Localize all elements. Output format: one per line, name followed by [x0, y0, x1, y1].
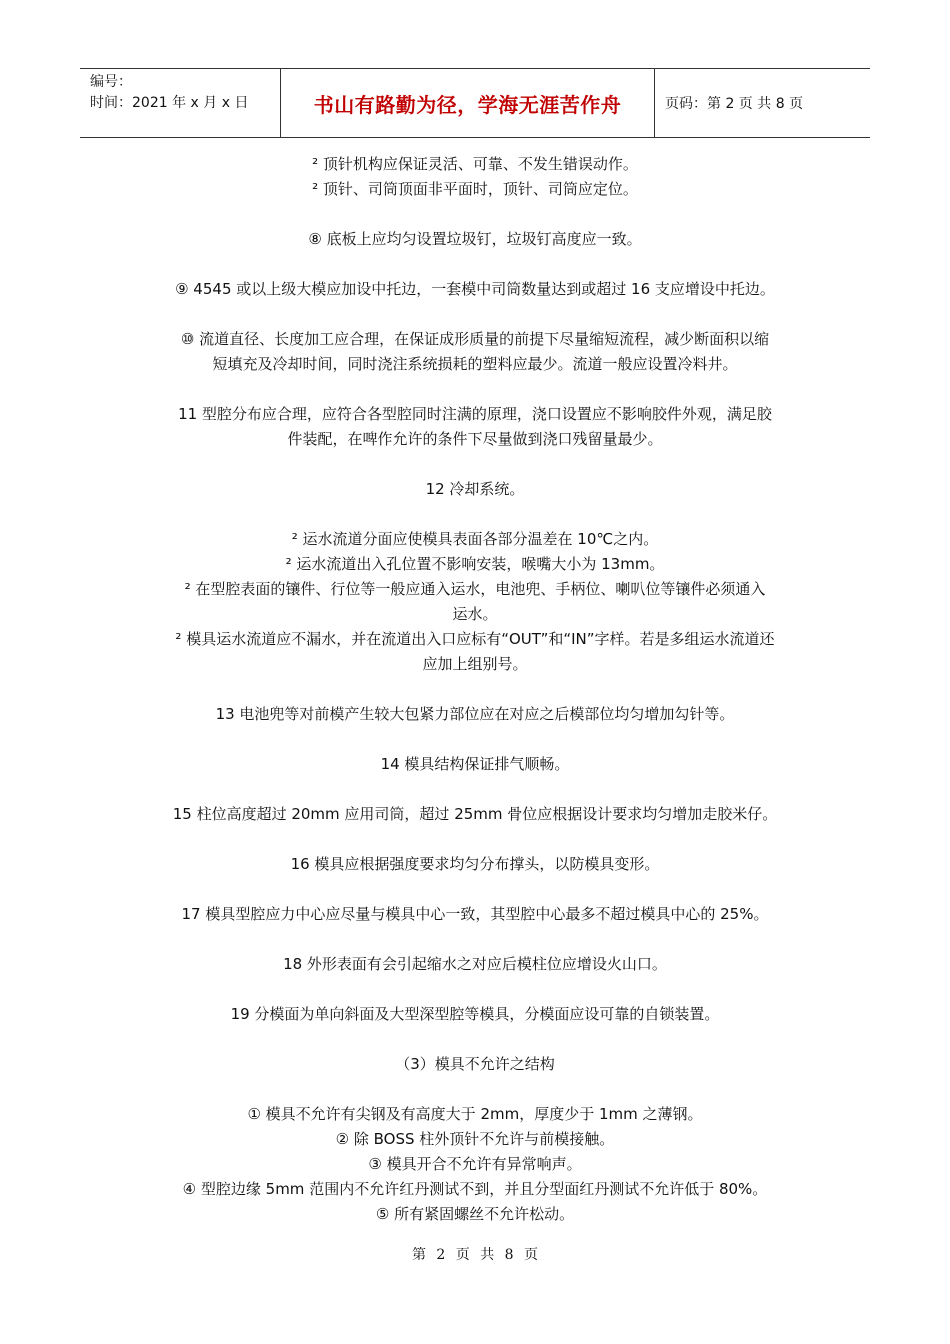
paragraph: [100, 1002, 850, 1027]
text-line: ² 顶针机构应保证灵活、可靠、不发生错误动作。: [312, 155, 638, 173]
text-line: ⑧ 底板上应均匀设置垃圾钉，垃圾钉高度应一致。: [308, 230, 642, 248]
text-line: 件装配，在啤作允许的条件下尽量做到浇口残留量最少。: [287, 430, 663, 448]
paragraph: [100, 227, 850, 252]
text-line: ⑤ 所有紧固螺丝不允许松动。: [375, 1205, 575, 1223]
text-line: 运水。: [452, 605, 498, 623]
text-line: 12 冷却系统。: [425, 480, 525, 498]
document-date: 时间：2021 年 x 月 x 日: [90, 95, 249, 111]
paragraph-gap: [100, 977, 850, 1002]
text-line: 应加上组别号。: [422, 655, 528, 673]
paragraph-gap: [100, 777, 850, 802]
text-line: ⑨ 4545 或以上级大模应加设中托边，一套模中司筒数量达到或超过 16 支应增设中托边。: [175, 280, 775, 298]
text-line: ² 模具运水流道应不漏水，并在流道出入口应标有“OUT”和“IN”字样。若是多组运水流道还: [175, 630, 775, 648]
paragraph-gap: [100, 927, 850, 952]
header-page-number: 页码：第 2 页 共 8 页: [665, 96, 804, 112]
paragraph: [100, 327, 850, 377]
paragraph-gap: [100, 1077, 850, 1102]
paragraph: [100, 952, 850, 977]
paragraph-gap: [100, 727, 850, 752]
paragraph: [100, 802, 850, 827]
paragraph: [100, 902, 850, 927]
text-line: 18 外形表面有会引起缩水之对应后模柱位应增设火山口。: [283, 955, 667, 973]
paragraph-gap: [100, 452, 850, 477]
text-line: ⑩ 流道直径、长度加工应合理，在保证成形质量的前提下尽量缩短流程，减少断面积以缩: [180, 330, 770, 348]
text-line: ② 除 BOSS 柱外顶针不允许与前模接触。: [335, 1130, 615, 1148]
document-number: 编号：: [90, 74, 132, 90]
text-line: ① 模具不允许有尖钢及有高度大于 2mm，厚度少于 1mm 之薄钢。: [247, 1105, 703, 1123]
text-line: 11 型腔分布应合理，应符合各型腔同时注满的原理，浇口设置应不影响胶件外观，满足胶: [178, 405, 772, 423]
text-line: ² 运水流道出入孔位置不影响安装，喉嘴大小为 13mm。: [285, 555, 665, 573]
header-meta: [80, 69, 281, 137]
text-line: ² 运水流道分面应使模具表面各部分温差在 10℃之内。: [291, 530, 659, 548]
paragraph: [100, 752, 850, 777]
page-header: [80, 68, 870, 138]
paragraph: [100, 402, 850, 452]
paragraph: [100, 527, 850, 677]
paragraph-gap: [100, 502, 850, 527]
text-line: 14 模具结构保证排气顺畅。: [380, 755, 570, 773]
paragraph: [100, 852, 850, 877]
paragraph-gap: [100, 202, 850, 227]
page-footer: 第 2 页 共 8 页: [411, 1247, 539, 1263]
paragraph-gap: [100, 877, 850, 902]
text-line: ④ 型腔边缘 5mm 范围内不允许红丹测试不到，并且分型面红丹测试不允许低于 80%。: [182, 1180, 768, 1198]
paragraph: [100, 152, 850, 202]
paragraph: [100, 1052, 850, 1077]
paragraph-gap: [100, 1027, 850, 1052]
text-line: 16 模具应根据强度要求均匀分布撑头，以防模具变形。: [290, 855, 660, 873]
text-line: ③ 模具开合不允许有异常响声。: [368, 1155, 582, 1173]
text-line: ² 顶针、司筒顶面非平面时，顶针、司筒应定位。: [312, 180, 638, 198]
header-motto: 书山有路勤为径，学海无涯苦作舟: [281, 69, 655, 137]
text-line: （3）模具不允许之结构: [395, 1055, 555, 1073]
text-line: 15 柱位高度超过 20mm 应用司筒，超过 25mm 骨位应根据设计要求均匀增加走胶米仔。: [172, 805, 778, 823]
paragraph: [100, 277, 850, 302]
document-body: [100, 152, 850, 1227]
text-line: 19 分模面为单向斜面及大型深型腔等模具，分模面应设可靠的自锁装置。: [230, 1005, 720, 1023]
text-line: 短填充及冷却时间，同时浇注系统损耗的塑料应最少。流道一般应设置冷料井。: [212, 355, 738, 373]
text-line: ² 在型腔表面的镶件、行位等一般应通入运水，电池兜、手柄位、喇叭位等镶件必须通入: [184, 580, 766, 598]
paragraph-gap: [100, 302, 850, 327]
paragraph-gap: [100, 827, 850, 852]
paragraph: [100, 477, 850, 502]
text-line: 17 模具型腔应力中心应尽量与模具中心一致，其型腔中心最多不超过模具中心的 25%。: [181, 905, 769, 923]
paragraph: [100, 1102, 850, 1227]
paragraph-gap: [100, 377, 850, 402]
paragraph: [100, 702, 850, 727]
text-line: 13 电池兜等对前模产生较大包紧力部位应在对应之后模部位均匀增加勾针等。: [215, 705, 735, 723]
paragraph-gap: [100, 252, 850, 277]
paragraph-gap: [100, 677, 850, 702]
